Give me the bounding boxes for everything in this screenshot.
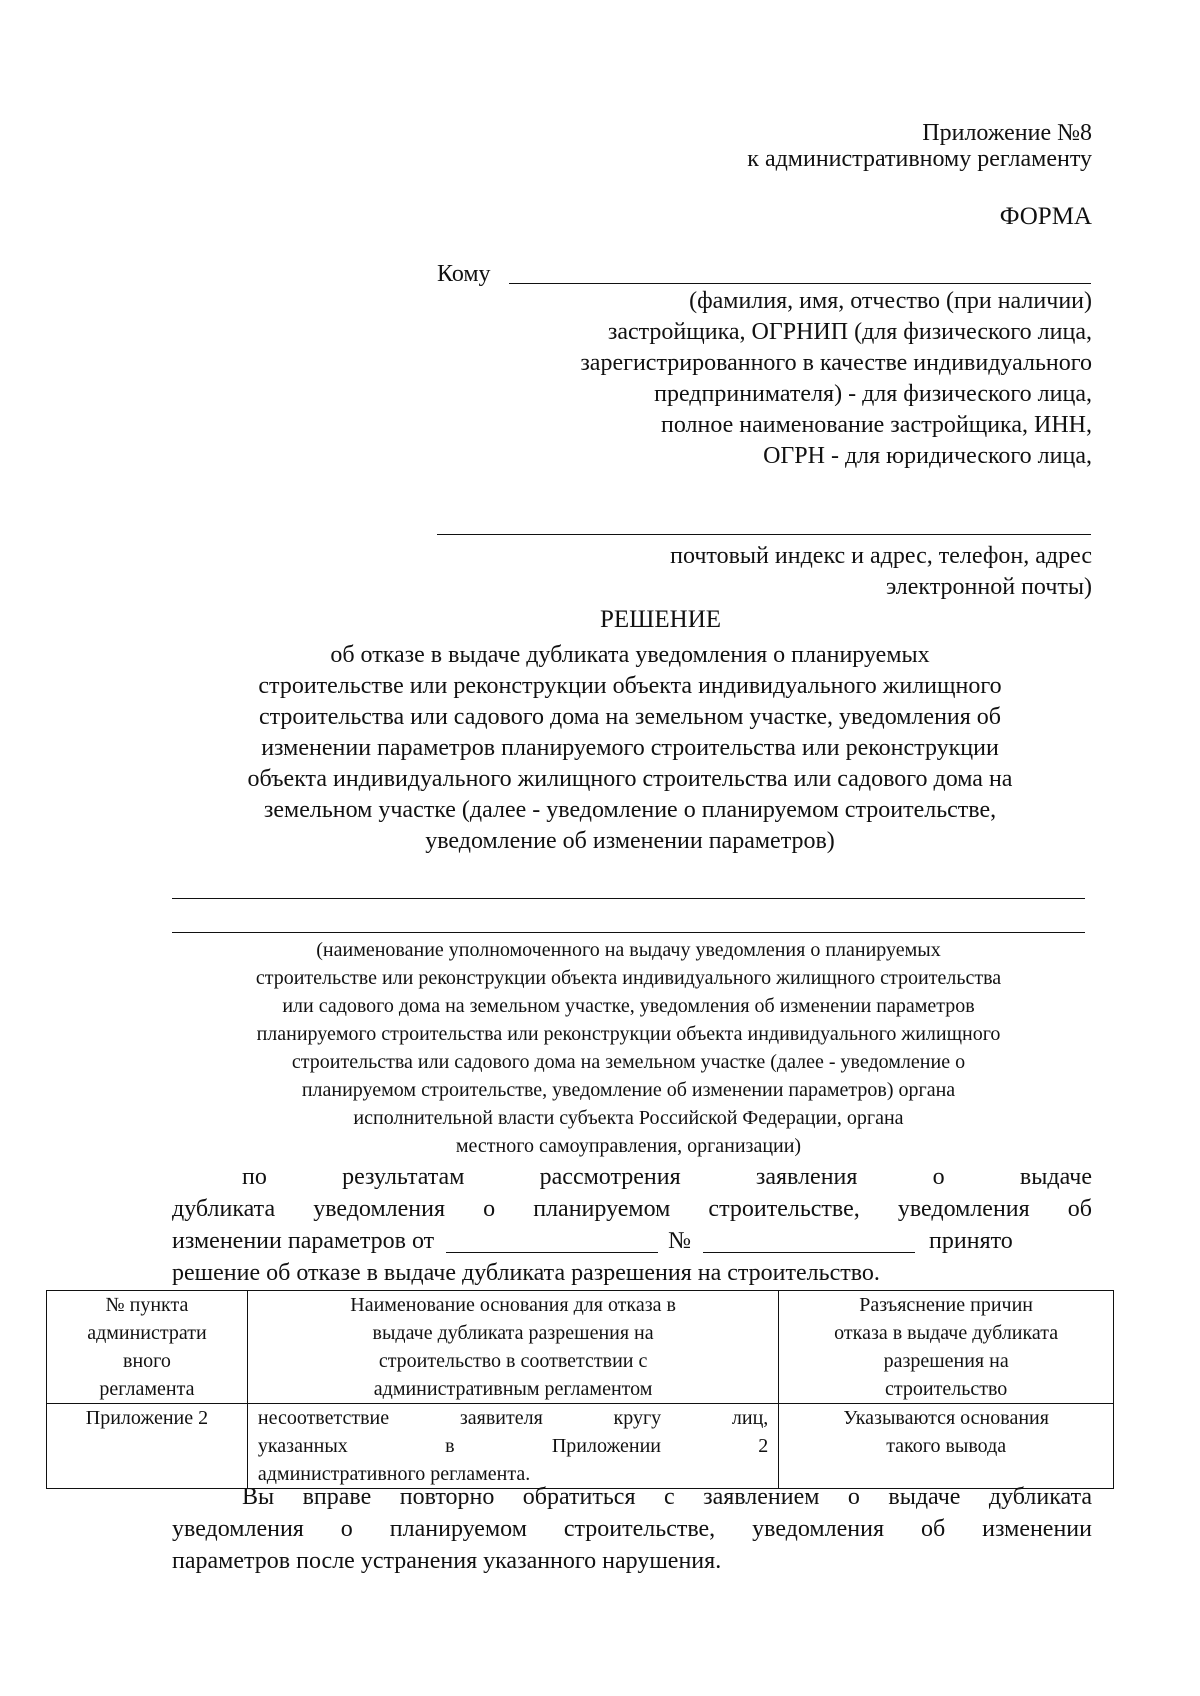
cell-text: Указываются основания bbox=[843, 1407, 1049, 1429]
table-cell bbox=[779, 1404, 1114, 1489]
authority-note-line: местного самоуправления, организации) bbox=[455, 1135, 802, 1157]
header-text: выдаче дубликата разрешения на bbox=[372, 1322, 654, 1344]
header-text: администрати bbox=[87, 1322, 207, 1344]
contact-desc-line: почтовый индекс и адрес, телефон, адрес bbox=[670, 543, 1092, 569]
decision-subtitle-line: строительстве или реконструкции объекта индивидуального жилищного bbox=[258, 673, 1002, 699]
body-date-suffix: принято bbox=[929, 1228, 1013, 1254]
cell-text: административного регламента. bbox=[257, 1463, 531, 1485]
reasons-table bbox=[46, 1290, 1114, 1489]
recipient-desc-line: полное наименование застройщика, ИНН, bbox=[660, 412, 1092, 438]
cell-text: указанных в Приложении 2 bbox=[257, 1435, 769, 1457]
body-line: решение об отказе в выдаче дубликата разрешения на строительство. bbox=[172, 1260, 880, 1286]
recipient-line bbox=[509, 283, 1091, 284]
header-text: № пункта bbox=[105, 1294, 189, 1316]
header-text: Наименование основания для отказа в bbox=[350, 1294, 676, 1316]
header-text: разрешения на bbox=[883, 1350, 1009, 1372]
table-header-cell bbox=[779, 1291, 1114, 1404]
decision-subtitle-line: земельном участке (далее - уведомление о планируемом строительстве, bbox=[263, 797, 997, 823]
recipient-description bbox=[580, 286, 1092, 472]
table-header-row bbox=[47, 1291, 1114, 1404]
table-row bbox=[47, 1404, 1114, 1489]
decision-subtitle-line: строительства или садового дома на земельном участке, уведомления об bbox=[258, 704, 1002, 730]
authority-note-line: планируемом строительстве, уведомление об изменении параметров) органа bbox=[301, 1079, 956, 1101]
closing-line: Вы вправе повторно обратиться с заявлением о выдаче дубликата bbox=[242, 1484, 1092, 1510]
body-line: по результатам рассмотрения заявления о выдаче bbox=[242, 1164, 1092, 1190]
header-text: строительство bbox=[885, 1378, 1008, 1400]
recipient-desc-line: предпринимателя) - для физического лица, bbox=[654, 381, 1092, 407]
table-header-cell bbox=[247, 1291, 778, 1404]
cell-text: несоответствие заявителя кругу лиц, bbox=[257, 1407, 769, 1429]
authority-note-line: или садового дома на земельном участке, уведомления об изменении параметров bbox=[282, 995, 975, 1017]
recipient-desc-line: ОГРН - для юридического лица, bbox=[763, 443, 1092, 469]
authority-line bbox=[172, 898, 1085, 899]
table-cell: Приложение 2 bbox=[47, 1404, 248, 1489]
authority-note-line: строительства или садового дома на земельном участке (далее - уведомление о bbox=[291, 1051, 966, 1073]
decision-subtitle-line: объекта индивидуального жилищного строительства или садового дома на bbox=[247, 766, 1013, 792]
authority-note-line: (наименование уполномоченного на выдачу уведомления о планируемых bbox=[316, 939, 941, 961]
body-line-dates bbox=[172, 1226, 1092, 1257]
contact-line bbox=[437, 534, 1091, 535]
authority-note-line: планируемого строительства или реконструкции объекта индивидуального жилищного bbox=[256, 1023, 1001, 1045]
table-header-cell bbox=[47, 1291, 248, 1404]
decision-subtitle-line: об отказе в выдаче дубликата уведомления о планируемых bbox=[330, 642, 930, 668]
header-text: регламента bbox=[99, 1378, 195, 1400]
recipient-desc-line: (фамилия, имя, отчество (при наличии) bbox=[689, 288, 1092, 314]
body-date-prefix: изменении параметров от bbox=[172, 1228, 435, 1254]
header-text: строительство в соответствии с bbox=[378, 1350, 648, 1372]
cell-text: такого вывода bbox=[886, 1435, 1007, 1457]
header-text: Разъяснение причин bbox=[859, 1294, 1034, 1316]
authority-line bbox=[172, 932, 1085, 933]
number-sign: № bbox=[668, 1228, 692, 1254]
header-text: административным регламентом bbox=[373, 1378, 653, 1400]
recipient-desc-line: зарегистрированного в качестве индивидуального bbox=[580, 350, 1092, 376]
header-text: вного bbox=[123, 1350, 171, 1372]
table-cell bbox=[247, 1404, 778, 1489]
authority-note-line: строительстве или реконструкции объекта индивидуального жилищного строительства bbox=[255, 967, 1002, 989]
to-label: Кому bbox=[437, 261, 491, 287]
closing-line: уведомления о планируемом строительстве, уведомления об изменении bbox=[172, 1516, 1092, 1542]
date-blank bbox=[446, 1230, 658, 1253]
number-blank bbox=[703, 1230, 915, 1253]
contact-description bbox=[670, 541, 1092, 603]
closing-line: параметров после устранения указанного нарушения. bbox=[172, 1548, 722, 1574]
decision-title: РЕШЕНИЕ bbox=[600, 606, 722, 633]
body-line: дубликата уведомления о планируемом строительстве, уведомления об bbox=[172, 1196, 1092, 1222]
authority-note-line: исполнительной власти субъекта Российской Федерации, органа bbox=[353, 1107, 904, 1129]
contact-desc-line: электронной почты) bbox=[885, 574, 1092, 600]
decision-subtitle-line: изменении параметров планируемого строительства или реконструкции bbox=[261, 735, 999, 761]
form-label: ФОРМА bbox=[999, 203, 1092, 230]
decision-subtitle bbox=[170, 640, 1090, 857]
authority-note bbox=[172, 936, 1085, 1160]
appendix-subtitle: к административному регламенту bbox=[747, 146, 1092, 172]
header-text: отказа в выдаче дубликата bbox=[834, 1322, 1059, 1344]
decision-subtitle-line: уведомление об изменении параметров) bbox=[425, 828, 835, 854]
recipient-desc-line: застройщика, ОГРНИП (для физического лица, bbox=[607, 319, 1092, 345]
appendix-number: Приложение №8 bbox=[922, 120, 1092, 146]
